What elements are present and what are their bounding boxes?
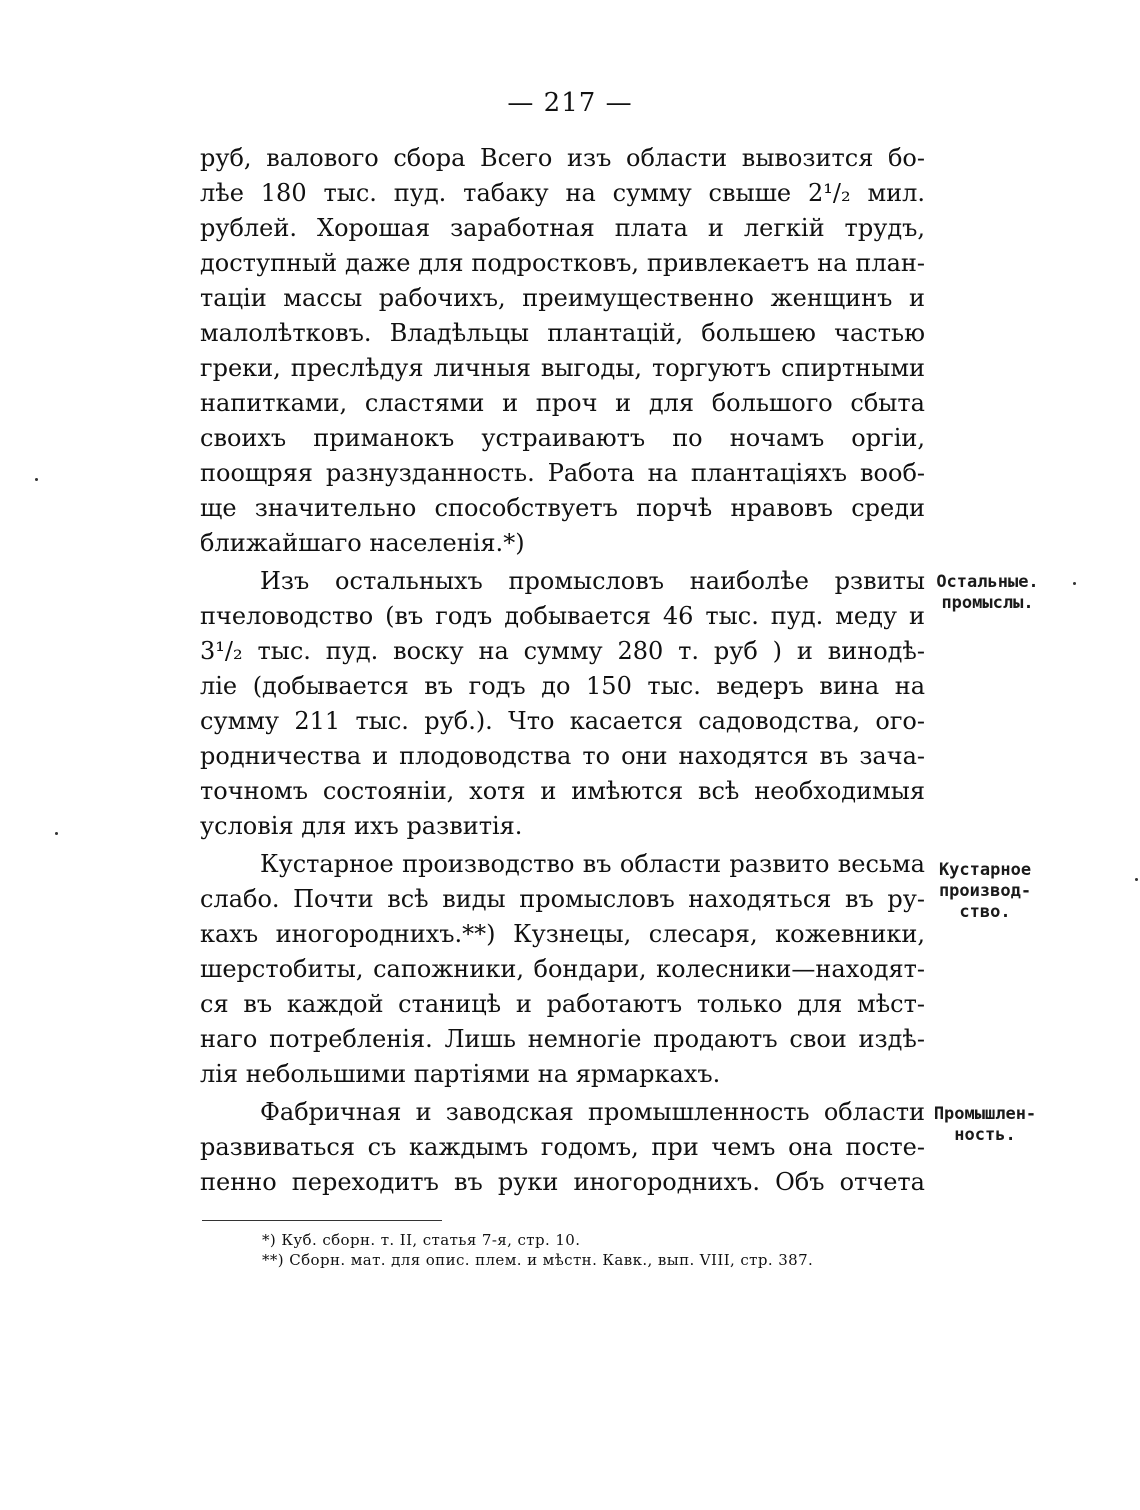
margin-note-line: Промышлен-: [933, 1104, 1037, 1124]
text-line: ся въ каждой станицѣ и работаютъ только для мѣст-: [200, 990, 925, 1018]
margin-note-line: Остальные.: [936, 572, 1039, 592]
text-line: наго потребленія. Лишь немногіе продаютъ свои издѣ-: [200, 1025, 925, 1053]
text-line: малолѣтковъ. Владѣльцы плантацій, большею частью: [200, 319, 925, 347]
margin-note-line: Кустарное: [938, 860, 1032, 880]
text-line: кахъ иногороднихъ.**) Кузнецы, слесаря, кожевники,: [200, 920, 925, 948]
text-line: своихъ приманокъ устраиваютъ по ночамъ оргіи,: [200, 424, 925, 452]
margin-note-cottage-industry: [930, 860, 1040, 923]
text-line: таціи массы рабочихъ, преимущественно женщинъ и: [200, 284, 925, 312]
text-line: 3¹/₂ тыс. пуд. воску на сумму 280 т. руб ) и винодѣ-: [200, 637, 925, 665]
text-line: греки, преслѣдуя личныя выгоды, торгуютъ спиртными: [200, 354, 925, 382]
margin-note-line: ство.: [959, 902, 1011, 922]
scan-speck: [55, 832, 58, 835]
text-line: Изъ остальныхъ промысловъ наиболѣе рзвиты: [260, 567, 925, 595]
text-line: пенно переходитъ въ руки иногороднихъ. Объ отчета: [200, 1168, 925, 1196]
scan-speck: [35, 478, 38, 481]
scan-speck: [1073, 582, 1076, 585]
text-line: сумму 211 тыс. руб.). Что касается садоводства, ого-: [200, 707, 925, 735]
margin-note-industry: [925, 1104, 1045, 1146]
text-line: ліе (добывается въ годъ до 150 тыс. ведеръ вина на: [200, 672, 925, 700]
margin-note-line: производ-: [938, 881, 1032, 901]
text-line: шерстобиты, сапожники, бондари, колесники—находят-: [200, 955, 925, 983]
text-line: лѣе 180 тыс. пуд. табаку на сумму свыше 2¹/₂ мил.: [200, 179, 925, 207]
text-line: родничества и плодоводства то они находятся въ зача-: [200, 742, 925, 770]
text-line: лія небольшими партіями на ярмаркахъ.: [200, 1060, 721, 1088]
text-line: Фабричная и заводская промышленность области: [260, 1098, 925, 1126]
footnote: **) Сборн. мат. для опис. плем. и мѣстн. Кавк., вып. VIII, стр. 387.: [262, 1251, 814, 1269]
text-line: точномъ состояніи, хотя и имѣются всѣ необходимыя: [200, 777, 925, 805]
text-line: пчеловодство (въ годъ добывается 46 тыс. пуд. меду и: [200, 602, 925, 630]
text-line: рублей. Хорошая заработная плата и легкій трудъ,: [200, 214, 925, 242]
text-line: Кустарное производство въ области развито весьма: [260, 850, 925, 878]
footnote-rule: [202, 1220, 442, 1221]
margin-note-line: ность.: [954, 1125, 1016, 1145]
page-number: — 217 —: [507, 88, 633, 118]
text-line: ближайшаго населенія.*): [200, 529, 525, 557]
text-line: развиваться съ каждымъ годомъ, при чемъ она посте-: [200, 1133, 925, 1161]
text-line: руб, валового сбора Всего изъ области вывозится бо-: [200, 144, 925, 172]
text-line: напитками, сластями и проч и для большого сбыта: [200, 389, 925, 417]
text-line: условія для ихъ развитія.: [200, 812, 523, 840]
margin-note-other-trades: [930, 572, 1045, 614]
text-line: доступный даже для подростковъ, привлекаетъ на план-: [200, 249, 925, 277]
text-line: слабо. Почти всѣ виды промысловъ находяться въ ру-: [200, 885, 925, 913]
margin-note-line: промыслы.: [941, 593, 1034, 613]
scan-speck: [1135, 878, 1138, 881]
text-line: поощряя разнузданность. Работа на плантаціяхъ вооб-: [200, 459, 925, 487]
footnote: *) Куб. сборн. т. II, статья 7-я, стр. 10.: [262, 1231, 581, 1249]
text-line: ще значительно способствуетъ порчѣ нравовъ среди: [200, 494, 925, 522]
